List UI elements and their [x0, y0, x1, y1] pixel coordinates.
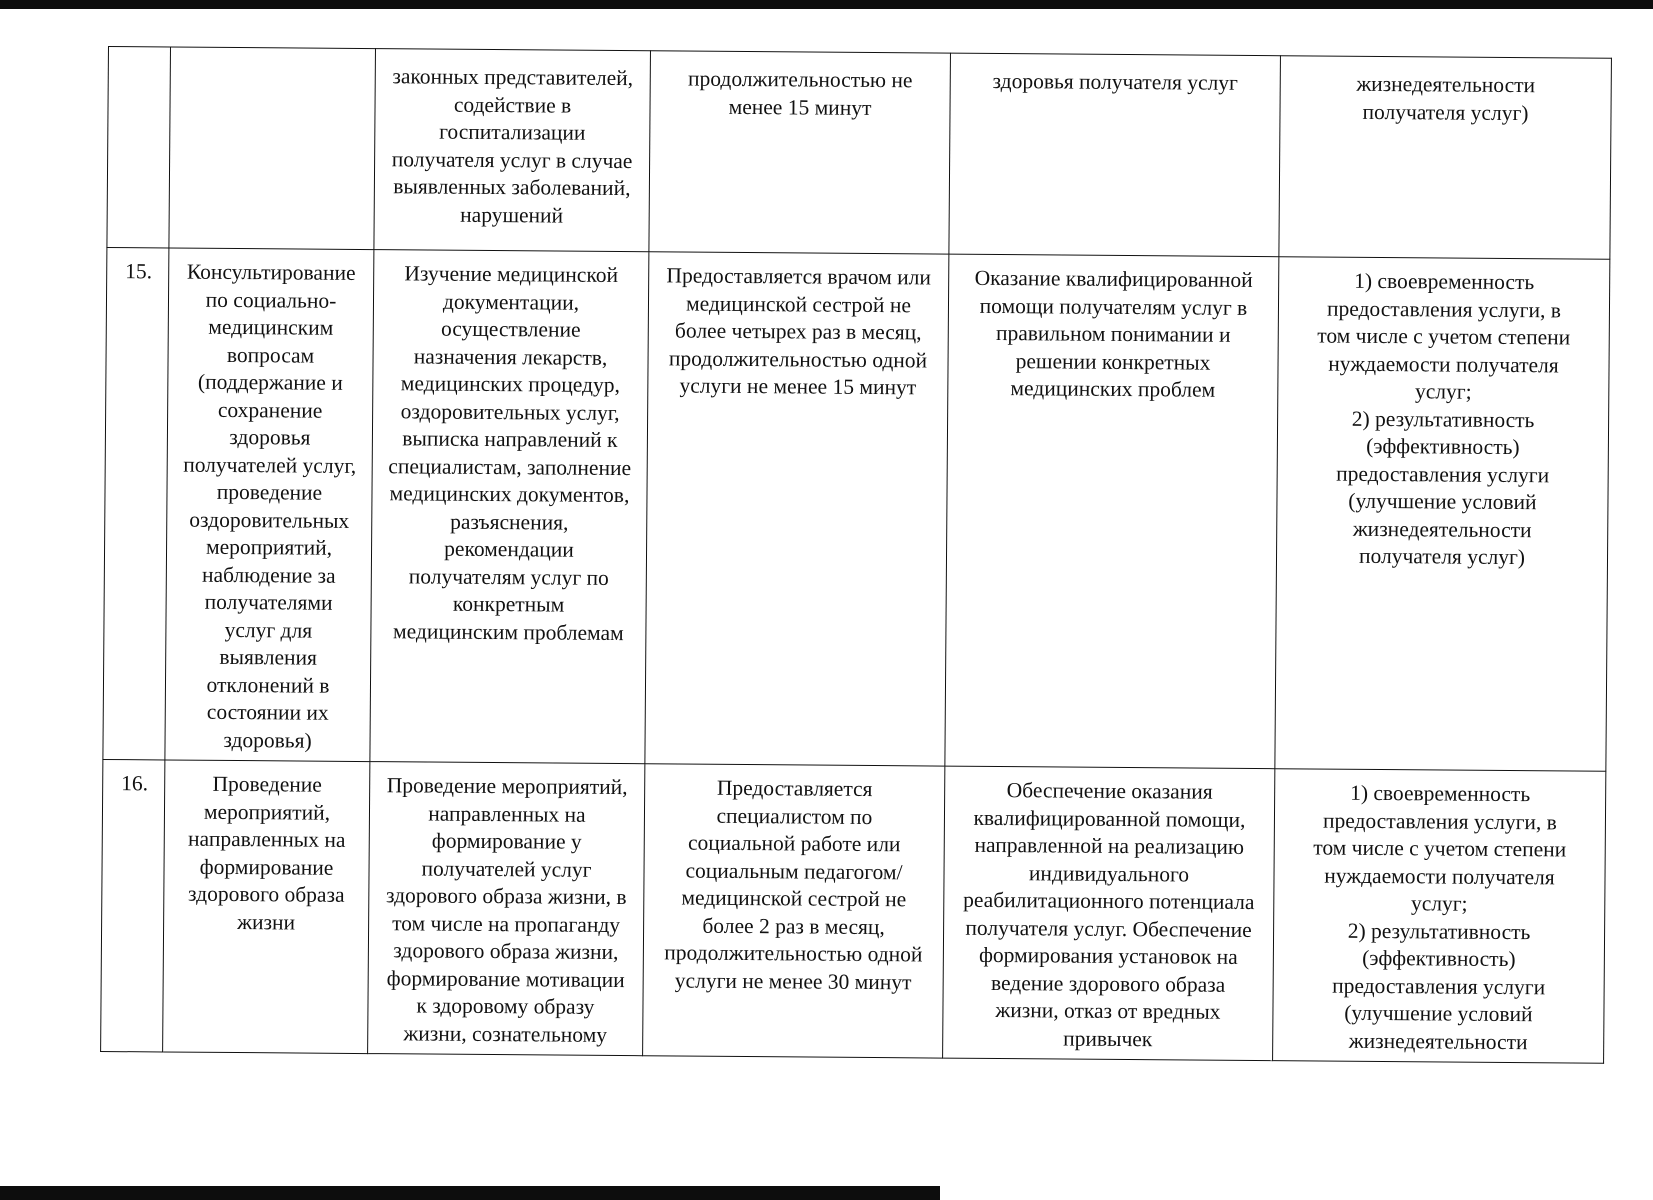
cell-line: наблюдение за [201, 562, 336, 588]
cell-line: медицинской сестрой не [685, 291, 912, 317]
cell-line: получателями [204, 589, 333, 615]
cell-line: получателя услуг. Обеспечение [965, 915, 1252, 942]
table-row [103, 247, 1610, 771]
cell-line: (улучшение условий [1348, 488, 1537, 515]
cell-line: 2) результативность [1347, 918, 1531, 944]
cell-line: том числе на пропаганду [392, 910, 621, 937]
cell-line: жизнедеятельности [1356, 71, 1536, 98]
cell-line: том числе с учетом степени [1317, 323, 1571, 350]
cell-line: Предоставляется врачом или [666, 263, 932, 290]
cell-line: квалифицированной помощи, [973, 805, 1246, 832]
cell-line: предоставления услуги [1332, 973, 1546, 999]
cell-line: осуществление [440, 316, 581, 342]
cell-line: формирование мотивации [386, 965, 625, 992]
cell-line: привычек [1063, 1026, 1153, 1051]
cell-line: (поддержание и [197, 369, 343, 395]
cell-line: Проведение мероприятий, [386, 773, 628, 800]
cell-line: по социально- [205, 287, 337, 313]
cell-line: реабилитационного потенциала [963, 887, 1255, 915]
cell-line: состоянии их [206, 699, 329, 725]
cell-line: медицинской сестрой не [681, 885, 907, 912]
cell-line: содействие в [453, 92, 572, 118]
cell-line: направленных на [428, 801, 586, 827]
service-quality-cell [1275, 257, 1610, 772]
cell-line: нуждаемости получателя [1324, 863, 1555, 889]
cell-line: сохранение [217, 397, 323, 423]
cell-line: предоставления услуги [1336, 461, 1550, 487]
service-terms-cell [645, 252, 949, 766]
cell-line: отклонений в [206, 672, 330, 698]
cell-line: жизнедеятельности [1348, 1028, 1528, 1054]
cell-line: том числе с учетом степени [1313, 835, 1567, 862]
cell-line: разъяснения, [450, 509, 569, 535]
cell-line: (эффективность) [1366, 433, 1520, 460]
cell-line: получателя услуг) [1362, 99, 1529, 125]
cell-line: выписка направлений к [402, 426, 618, 453]
scan-edge-top [0, 0, 1653, 9]
cell-line: получателя услуг) [1358, 543, 1526, 570]
scan-edge-bottom [0, 1186, 940, 1200]
table-body [101, 47, 1612, 1064]
service-number-cell: 15. [103, 247, 169, 759]
cell-line: получателя услуг в случае [391, 146, 633, 173]
cell-line: 1) своевременность [1354, 268, 1535, 295]
service-result-cell [945, 254, 1279, 769]
service-terms-cell [649, 51, 951, 254]
table-row [107, 47, 1612, 260]
cell-line: здоровья получателя услуг [992, 68, 1238, 95]
cell-line: формирования установок на [978, 942, 1238, 969]
cell-line: здорового образа жизни, в [385, 883, 627, 910]
cell-line: конкретным [452, 591, 565, 617]
cell-line: здорового образа [188, 881, 345, 907]
service-quality-cell [1273, 769, 1606, 1064]
cell-line: выявленных заболеваний, [393, 174, 631, 201]
cell-line: формирование [199, 854, 334, 880]
cell-line: направленной на реализацию [974, 832, 1245, 859]
cell-line: услуги не менее 30 минут [674, 967, 912, 994]
cell-line: Предоставляется [716, 775, 873, 802]
cell-line: медицинских процедур, [400, 371, 620, 398]
cell-line: жизнедеятельности [1352, 516, 1532, 542]
cell-line: нарушений [460, 202, 564, 228]
service-name-cell [165, 248, 374, 762]
cell-line: проведение [216, 479, 323, 505]
document-page [108, 46, 1611, 1052]
cell-line: индивидуального [1028, 860, 1190, 887]
social-services-table [100, 46, 1612, 1064]
cell-line: документации, [442, 289, 580, 315]
cell-line: рекомендации [444, 536, 574, 562]
service-name-cell [169, 47, 376, 250]
cell-line: здоровья [229, 424, 311, 450]
cell-line: госпитализации [439, 119, 586, 145]
cell-line: медицинских документов, [389, 481, 630, 508]
cell-line: оздоровительных [189, 507, 350, 533]
cell-line: жизни [237, 909, 296, 934]
cell-line: предоставления услуги, в [1326, 296, 1562, 322]
cell-line: специалистам, заполнение [388, 453, 632, 480]
service-content-cell [370, 250, 649, 764]
cell-line: Оказание квалифицированной [974, 265, 1253, 292]
cell-line: Консультирование [186, 259, 356, 285]
cell-line: социальной работе или [687, 830, 901, 857]
cell-line: решении конкретных [1015, 348, 1211, 375]
service-content-cell [374, 49, 651, 252]
service-quality-cell [1279, 56, 1612, 260]
cell-line: медицинским [208, 314, 334, 340]
cell-line: Обеспечение оказания [1006, 778, 1213, 804]
cell-line: получателей услуг, [183, 452, 357, 478]
cell-line: услуг; [1414, 379, 1472, 404]
cell-line: специалистом по [716, 803, 873, 829]
cell-line: более четырех раз в месяц, [674, 318, 922, 345]
cell-line: здоровья) [223, 727, 312, 753]
cell-line: Проведение [212, 771, 322, 797]
cell-line: правильном понимании и [995, 320, 1231, 347]
cell-line: оздоровительных услуг, [400, 398, 620, 425]
service-name-cell [163, 760, 370, 1054]
cell-line: жизни, сознательному [403, 1020, 608, 1047]
cell-line: мероприятий, [205, 534, 333, 560]
cell-line: выявления [219, 644, 318, 670]
cell-line: законных представителей, [392, 64, 634, 91]
cell-line: получателей услуг [421, 855, 592, 882]
cell-line: услуг для [224, 617, 313, 643]
cell-line: предоставления услуги, в [1322, 808, 1557, 834]
cell-line: нуждаемости получателя [1328, 351, 1559, 377]
service-result-cell [949, 53, 1281, 257]
cell-line: вопросам [226, 342, 315, 368]
cell-line: помощи получателям услуг в [979, 293, 1248, 320]
table-row [101, 759, 1606, 1063]
cell-line: (улучшение условий [1344, 1000, 1533, 1027]
cell-line: менее 15 минут [728, 94, 872, 120]
cell-line: услуги не менее 15 минут [679, 373, 917, 400]
service-number-cell [107, 47, 171, 248]
service-content-cell [368, 762, 645, 1056]
cell-line: (эффективность) [1362, 945, 1516, 972]
cell-line: формирование у [431, 828, 582, 854]
cell-line: Изучение медицинской [404, 261, 619, 288]
cell-line: 1) своевременность [1350, 780, 1531, 807]
cell-line: медицинских проблем [1010, 376, 1216, 402]
cell-line: мероприятий, [203, 799, 331, 825]
cell-line: продолжительностью одной [668, 345, 928, 372]
cell-line: здорового образа жизни, [393, 938, 619, 965]
cell-line: назначения лекарств, [413, 343, 608, 370]
cell-line: ведение здорового образа [990, 970, 1226, 997]
cell-line: направленных на [188, 826, 346, 852]
cell-line: услуг; [1410, 891, 1468, 916]
cell-line: продолжительностью одной [664, 940, 923, 967]
cell-line: к здоровому образу [416, 993, 595, 1019]
cell-line: более 2 раз в месяц, [702, 913, 885, 939]
cell-line: 2) результативность [1351, 406, 1535, 432]
cell-line: медицинским проблемам [393, 618, 624, 645]
cell-line: социальным педагогом/ [685, 858, 903, 884]
service-terms-cell [643, 764, 945, 1058]
cell-line: жизни, отказ от вредных [995, 997, 1221, 1024]
cell-line: получателям услуг по [408, 563, 609, 590]
service-result-cell [943, 766, 1275, 1061]
cell-line: продолжительностью не [687, 66, 913, 93]
service-number-cell: 16. [101, 759, 165, 1051]
